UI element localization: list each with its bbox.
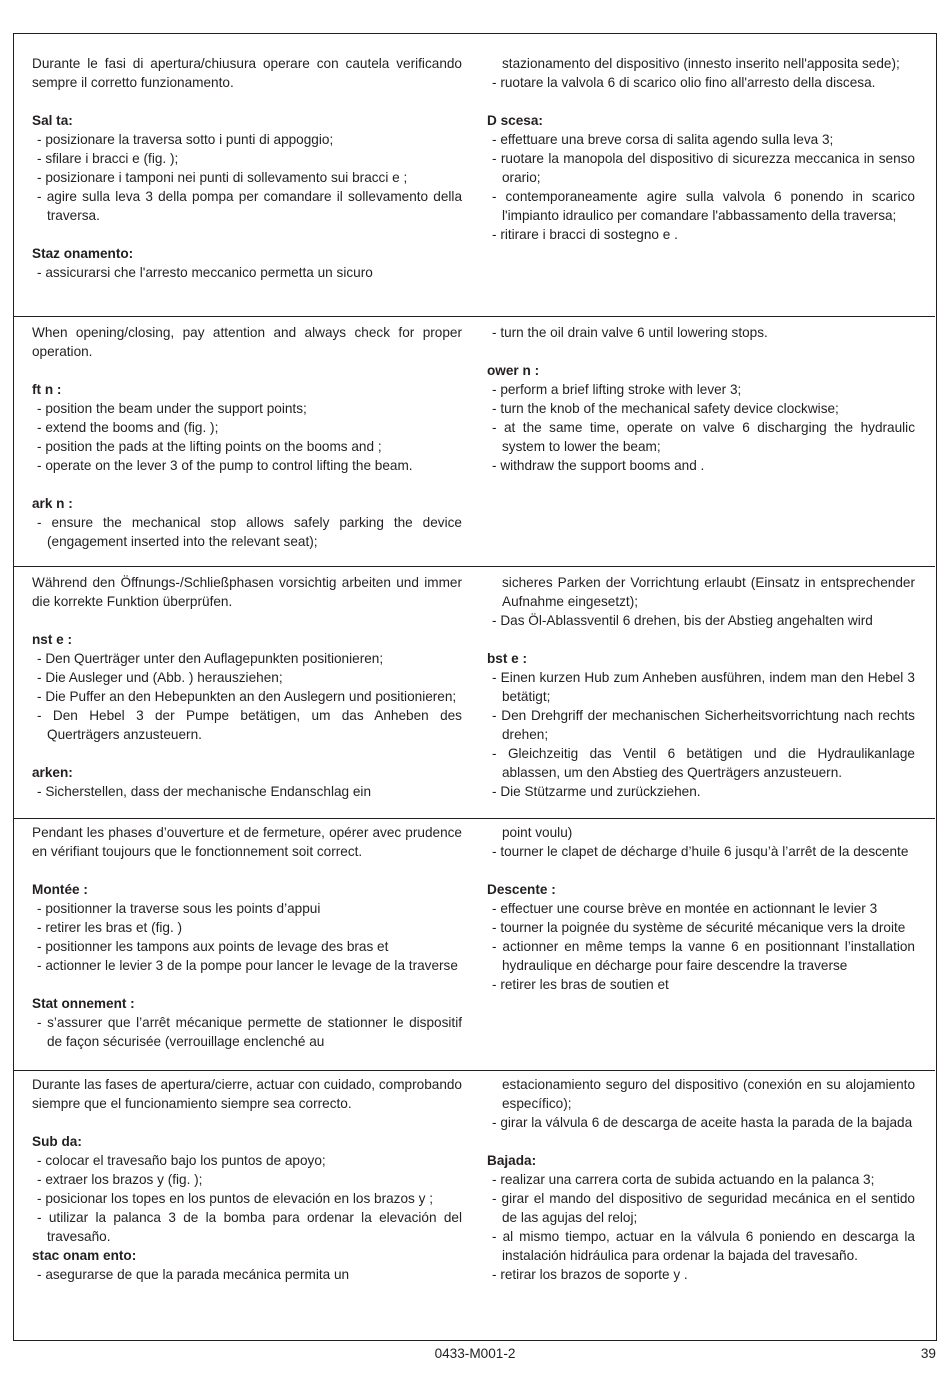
column-left <box>32 823 462 1051</box>
spacer <box>32 1113 462 1132</box>
list-item: - Den Querträger unter den Auflagepunkten positionieren; <box>32 649 462 668</box>
section-spanish <box>14 1070 935 1340</box>
section-heading: Bajada: <box>487 1153 537 1168</box>
list-item: - effettuare una breve corsa di salita agendo sulla leva 3; <box>487 130 915 149</box>
page-number: 39 <box>920 1346 936 1361</box>
spacer <box>487 342 915 361</box>
list-item: - ensure the mechanical stop allows safely parking the device (engagement inserted into the relevant seat); <box>32 513 462 551</box>
spacer <box>32 975 462 994</box>
list-item: - utilizar la palanca 3 de la bomba para ordenar la elevación del travesaño. <box>32 1208 462 1246</box>
section-german <box>14 566 935 818</box>
intro-paragraph: Pendant les phases d’ouverture et de fermeture, opérer avec prudence en vérifiant toujours que le fonctionnement soit correct. <box>32 825 462 859</box>
spacer <box>487 861 915 880</box>
list-item: - Die Puffer an den Hebepunkten an den Auslegern und positionieren; <box>32 687 462 706</box>
list-item: - girar el mando del dispositivo de seguridad mecánica en el sentido de las agujas del reloj; <box>487 1189 915 1227</box>
list-item: - perform a brief lifting stroke with lever 3; <box>487 380 915 399</box>
intro-paragraph: When opening/closing, pay attention and always check for proper operation. <box>32 325 462 359</box>
column-left <box>32 573 462 801</box>
list-item: - extraer los brazos y (fig. ); <box>32 1170 462 1189</box>
spacer <box>32 744 462 763</box>
list-item-continuation: sicheres Parken der Vorrichtung erlaubt (Einsatz in entsprechender Aufnahme eingesetzt); <box>502 575 915 609</box>
spacer <box>32 92 462 111</box>
list-item: - Das Öl-Ablassventil 6 drehen, bis der Abstieg angehalten wird <box>487 611 915 630</box>
list-item: - Gleichzeitig das Ventil 6 betätigen und die Hydraulikanlage ablassen, um den Abstieg des Querträgers anzusteuern. <box>487 744 915 782</box>
list-item: - positionner la traverse sous les points d’appui <box>32 899 462 918</box>
list-item: - s’assurer que l’arrêt mécanique permette de stationner le dispositif de façon sécurisée (verrouillage enclenché au <box>32 1013 462 1051</box>
column-right <box>487 1075 915 1284</box>
list-item: - sfilare i bracci e (fig. ); <box>32 149 462 168</box>
list-item: - retirer les bras et (fig. ) <box>32 918 462 937</box>
list-item: - position the beam under the support points; <box>32 399 462 418</box>
section-heading: Montée : <box>32 882 88 897</box>
page-frame <box>13 33 937 1341</box>
list-item: - realizar una carrera corta de subida actuando en la palanca 3; <box>487 1170 915 1189</box>
column-left <box>32 323 462 551</box>
list-item: - actionner en même temps la vanne 6 en positionnant l’installation hydraulique en décharge pour faire descendre la traverse <box>487 937 915 975</box>
list-item: - Sicherstellen, dass der mechanische Endanschlag ein <box>32 782 462 801</box>
list-item-continuation: point voulu) <box>502 825 573 840</box>
list-item: - ruotare la valvola 6 di scarico olio fino all'arresto della discesa. <box>487 73 915 92</box>
document-code: 0433-M001-2 <box>434 1346 516 1361</box>
list-item: - colocar el travesaño bajo los puntos de apoyo; <box>32 1151 462 1170</box>
section-heading: stac onam ento: <box>32 1248 137 1263</box>
list-item-continuation: stazionamento del dispositivo (innesto inserito nell'apposita sede); <box>502 56 900 71</box>
spacer <box>32 225 462 244</box>
section-french <box>14 818 935 1070</box>
list-item: - operate on the lever 3 of the pump to control lifting the beam. <box>32 456 462 475</box>
spacer <box>487 630 915 649</box>
list-item: - actionner le levier 3 de la pompe pour lancer le levage de la traverse <box>32 956 462 975</box>
spacer <box>32 611 462 630</box>
intro-paragraph: Durante las fases de apertura/cierre, actuar con cuidado, comprobando siempre que el funcionamiento siempre sea correcto. <box>32 1077 462 1111</box>
list-item: - tourner le clapet de décharge d’huile 6 jusqu’à l’arrêt de la descente <box>487 842 915 861</box>
list-item: - Die Ausleger und (Abb. ) herausziehen; <box>32 668 462 687</box>
list-item: - girar la válvula 6 de descarga de aceite hasta la parada de la bajada <box>487 1113 915 1132</box>
list-item: - ruotare la manopola del dispositivo di sicurezza meccanica in senso orario; <box>487 149 915 187</box>
list-item: - position the pads at the lifting points on the booms and ; <box>32 437 462 456</box>
intro-paragraph: Während den Öffnungs-/Schließphasen vorsichtig arbeiten und immer die korrekte Funktion überprüfen. <box>32 575 462 609</box>
spacer <box>487 92 915 111</box>
spacer <box>32 475 462 494</box>
section-heading: ark n : <box>32 496 73 511</box>
section-heading: Sub da: <box>32 1134 82 1149</box>
section-english <box>14 316 935 566</box>
section-heading: Descente : <box>487 882 556 897</box>
spacer <box>487 1132 915 1151</box>
list-item: - ritirare i bracci di sostegno e . <box>487 225 915 244</box>
section-heading: ft n : <box>32 382 62 397</box>
list-item: - extend the booms and (fig. ); <box>32 418 462 437</box>
spacer <box>32 861 462 880</box>
list-item: - turn the oil drain valve 6 until lowering stops. <box>487 323 915 342</box>
list-item: - posizionare i tamponi nei punti di sollevamento sui bracci e ; <box>32 168 462 187</box>
section-heading: Sal ta: <box>32 113 73 128</box>
list-item: - posizionare la traversa sotto i punti di appoggio; <box>32 130 462 149</box>
section-heading: nst e : <box>32 632 73 647</box>
section-italian <box>14 54 935 316</box>
section-heading: D scesa: <box>487 113 543 128</box>
column-right <box>487 573 915 801</box>
list-item: - at the same time, operate on valve 6 discharging the hydraulic system to lower the beam; <box>487 418 915 456</box>
list-item: - al mismo tiempo, actuar en la válvula 6 poniendo en descarga la instalación hidráulica para ordenar la bajada del travesaño. <box>487 1227 915 1265</box>
list-item: - agire sulla leva 3 della pompa per comandare il sollevamento della traversa. <box>32 187 462 225</box>
column-left <box>32 54 462 282</box>
list-item: - Den Hebel 3 der Pumpe betätigen, um das Anheben des Querträgers anzusteuern. <box>32 706 462 744</box>
list-item: - Die Stützarme und zurückziehen. <box>487 782 915 801</box>
section-heading: Stat onnement : <box>32 996 135 1011</box>
section-heading: Staz onamento: <box>32 246 134 261</box>
column-right <box>487 823 915 994</box>
column-right <box>487 323 915 475</box>
list-item: - effectuer une course brève en montée en actionnant le levier 3 <box>487 899 915 918</box>
list-item: - withdraw the support booms and . <box>487 456 915 475</box>
list-item: - Einen kurzen Hub zum Anheben ausführen, indem man den Hebel 3 betätigt; <box>487 668 915 706</box>
list-item: - retirer les bras de soutien et <box>487 975 915 994</box>
list-item: - asegurarse de que la parada mecánica permita un <box>32 1265 462 1284</box>
spacer <box>32 361 462 380</box>
list-item: - positionner les tampons aux points de levage des bras et <box>32 937 462 956</box>
section-heading: bst e : <box>487 651 528 666</box>
section-heading: arken: <box>32 765 73 780</box>
list-item: - assicurarsi che l'arresto meccanico permetta un sicuro <box>32 263 462 282</box>
list-item: - posicionar los topes en los puntos de elevación en los brazos y ; <box>32 1189 462 1208</box>
list-item: - Den Drehgriff der mechanischen Sicherheitsvorrichtung nach rechts drehen; <box>487 706 915 744</box>
list-item-continuation: estacionamiento seguro del dispositivo (conexión en su alojamiento específico); <box>502 1077 915 1111</box>
section-heading: ower n : <box>487 363 540 378</box>
column-right <box>487 54 915 244</box>
list-item: - turn the knob of the mechanical safety device clockwise; <box>487 399 915 418</box>
column-left <box>32 1075 462 1284</box>
list-item: - contemporaneamente agire sulla valvola 6 ponendo in scarico l'impianto idraulico per comandare l'abbassamento della traversa; <box>487 187 915 225</box>
intro-paragraph: Durante le fasi di apertura/chiusura operare con cautela verificando sempre il corretto funzionamento. <box>32 56 462 90</box>
list-item: - tourner la poignée du système de sécurité mécanique vers la droite <box>487 918 915 937</box>
list-item: - retirar los brazos de soporte y . <box>487 1265 915 1284</box>
